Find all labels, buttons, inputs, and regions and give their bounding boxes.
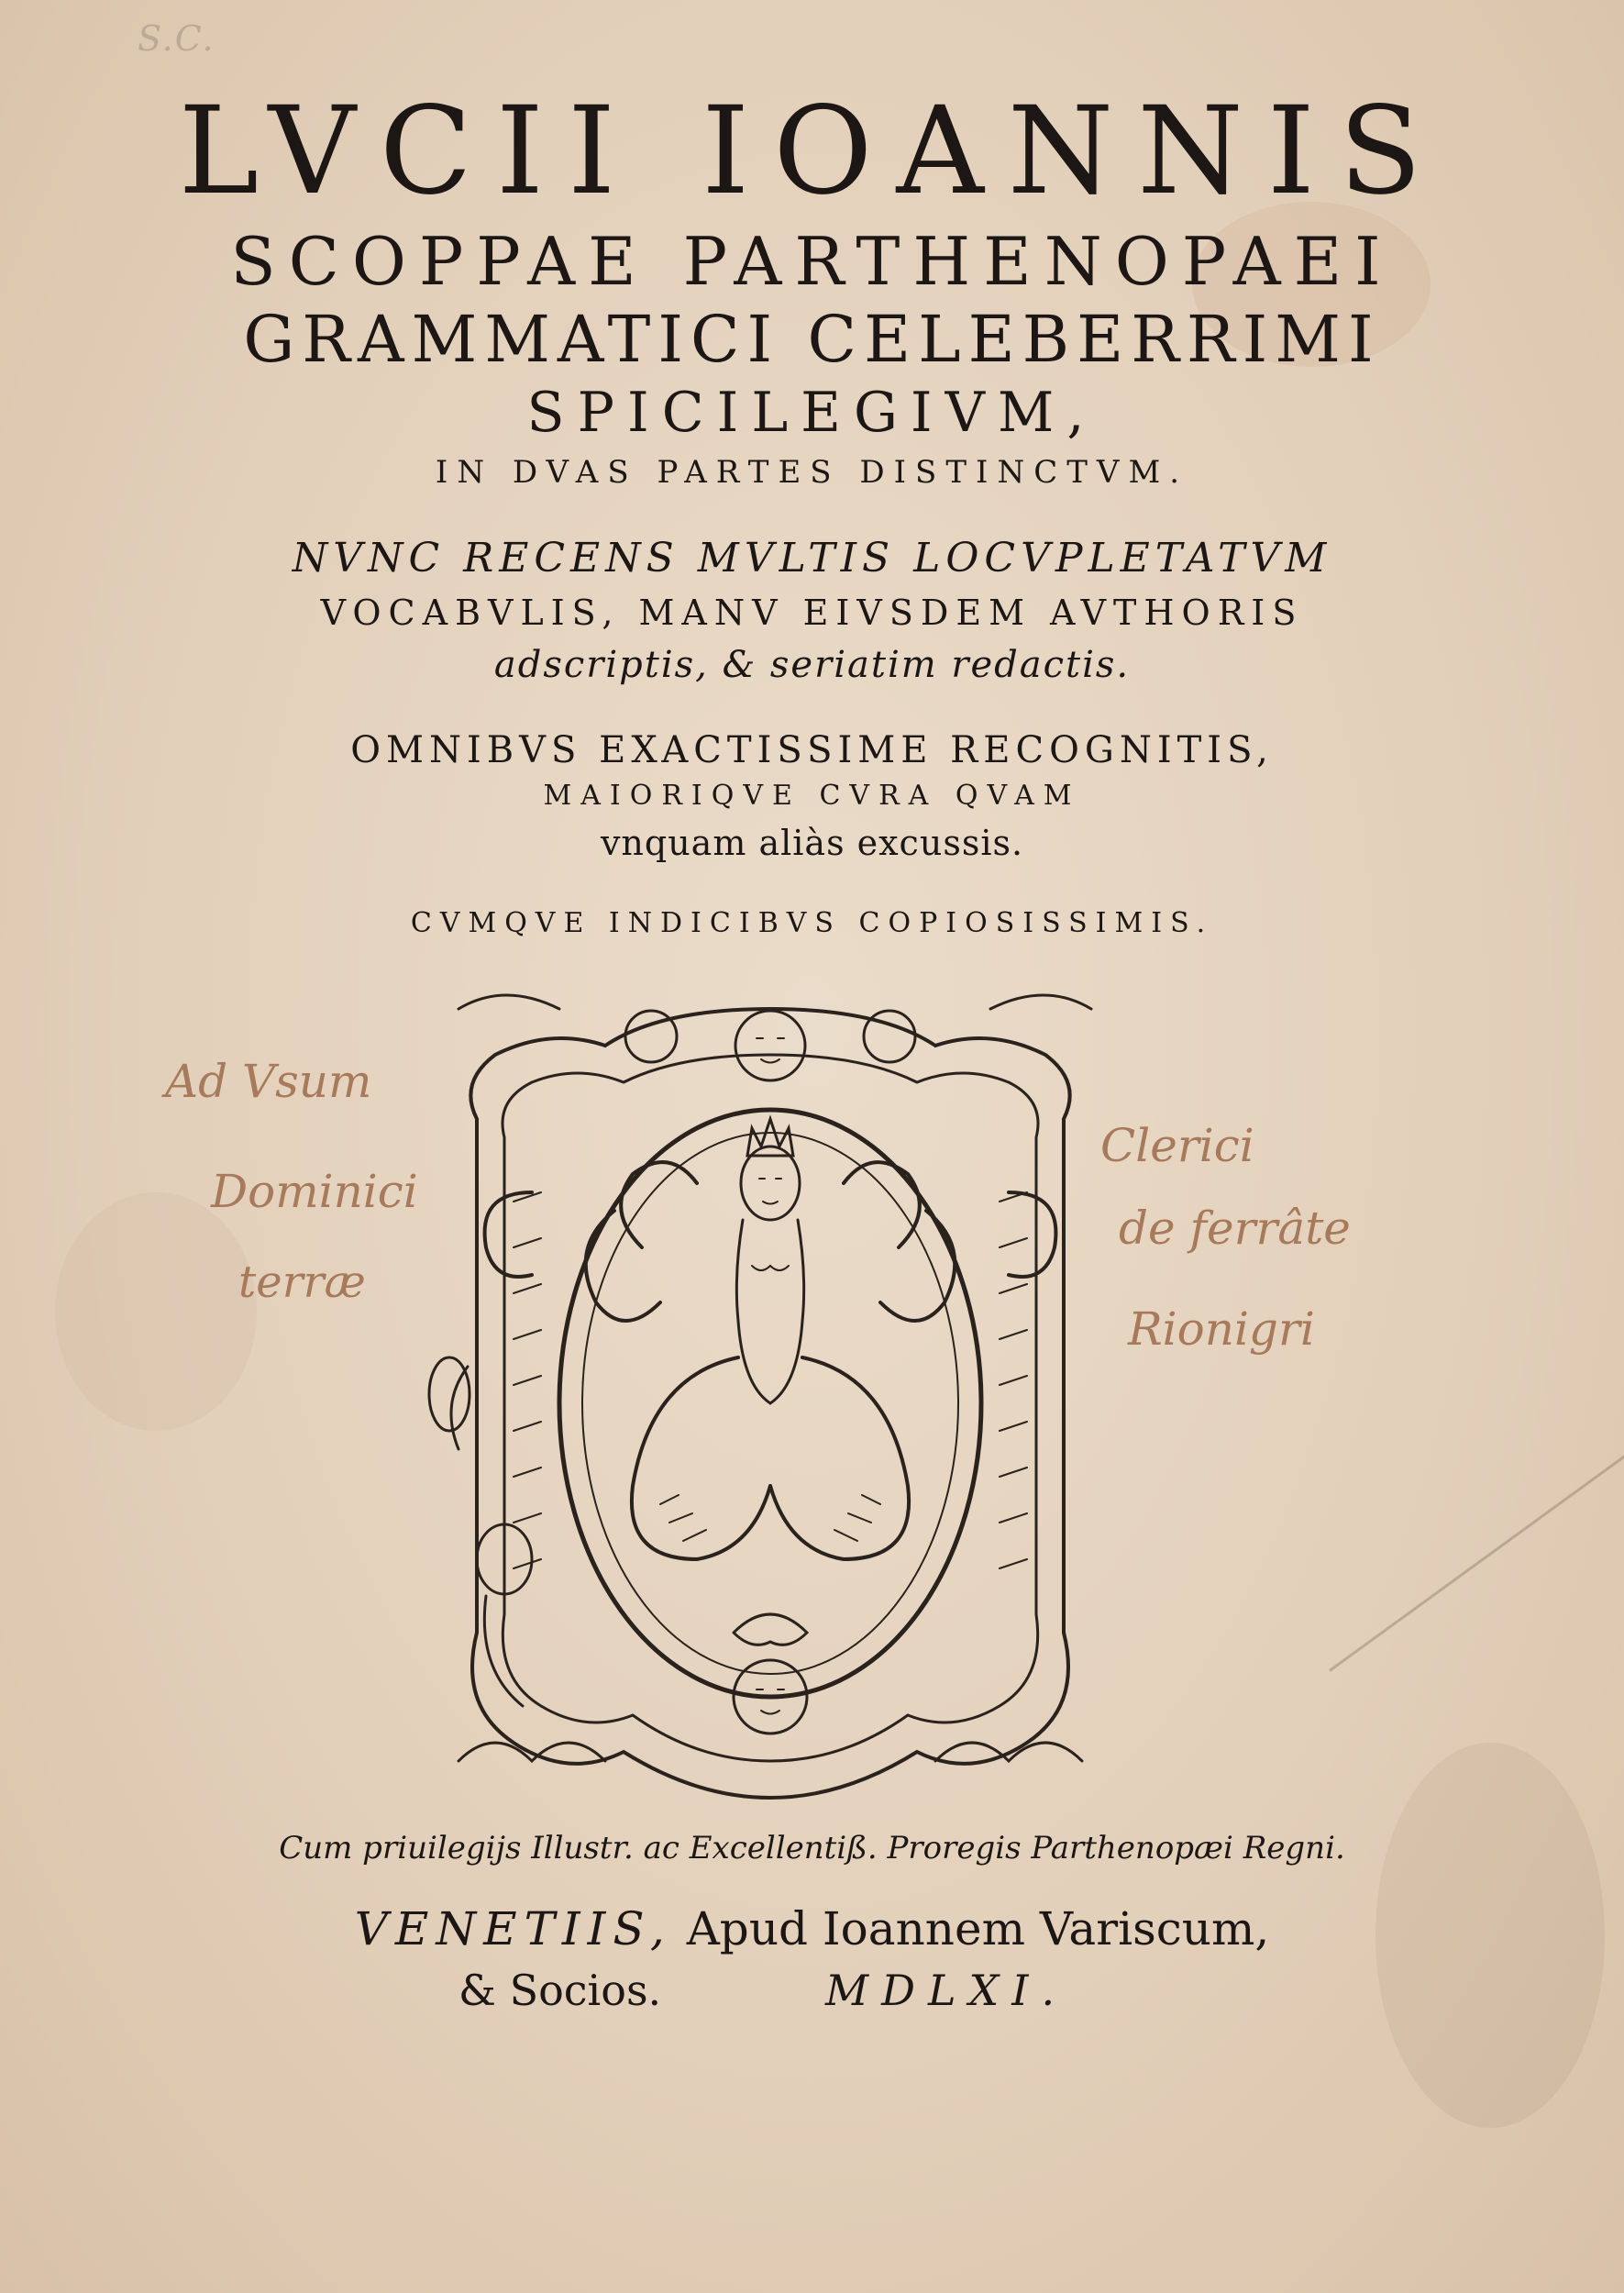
privilege-line: Cum priuilegijs Illustr. ac Excellentiß. Proregis Parthenopæi Regni. <box>279 1830 1345 1867</box>
marginalia-right-3: Rionigri <box>1128 1302 1315 1356</box>
title-line-2: SCOPPAE PARTHENOPAEI <box>230 223 1394 300</box>
imprint-year: MDLXI. <box>825 1966 1068 2015</box>
title-line-9: OMNIBVS EXACTISSIME RECOGNITIS, <box>350 729 1274 771</box>
imprint-line-1 <box>0 1899 1624 1959</box>
imprint-place: VENETIIS, <box>354 1902 672 1955</box>
title-line-7: VOCABVLIS, MANV EIVSDEM AVTHORIS <box>320 593 1304 633</box>
imprint-printer: Apud Ioannem Variscum, <box>686 1902 1270 1955</box>
title-line-10: MAIORIQVE CVRA QVAM <box>543 780 1081 812</box>
printers-device-woodcut <box>422 972 1119 1816</box>
marginalia-left-1: Ad Vsum <box>165 1055 372 1108</box>
title-line-author: LVCII IOANNIS <box>178 81 1446 222</box>
marginalia-right-1: Clerici <box>1100 1119 1254 1172</box>
paper-crease <box>1329 1443 1624 1671</box>
title-line-11: vnquam aliàs excussis. <box>600 823 1024 863</box>
title-line-5: IN DVAS PARTES DISTINCTVM. <box>435 454 1189 491</box>
title-line-3: GRAMMATICI CELEBERRIMI <box>243 302 1381 377</box>
marginalia-left-2: Dominici <box>211 1165 418 1218</box>
title-line-12: CVMQVE INDICIBVS COPIOSISSIMIS. <box>410 907 1214 939</box>
title-line-6: NVNC RECENS MVLTIS LOCVPLETATVM <box>292 535 1332 582</box>
marginalia-left-3: terræ <box>238 1257 366 1308</box>
title-line-work: SPICILEGIVM, <box>526 381 1098 445</box>
marginalia-right-2: de ferrâte <box>1119 1202 1351 1255</box>
paper-stain <box>55 1192 257 1431</box>
title-line-8: adscriptis, & seriatim redactis. <box>493 644 1131 686</box>
imprint-socios: & Socios. <box>458 1966 662 2015</box>
shelfmark: S.C. <box>138 18 215 59</box>
